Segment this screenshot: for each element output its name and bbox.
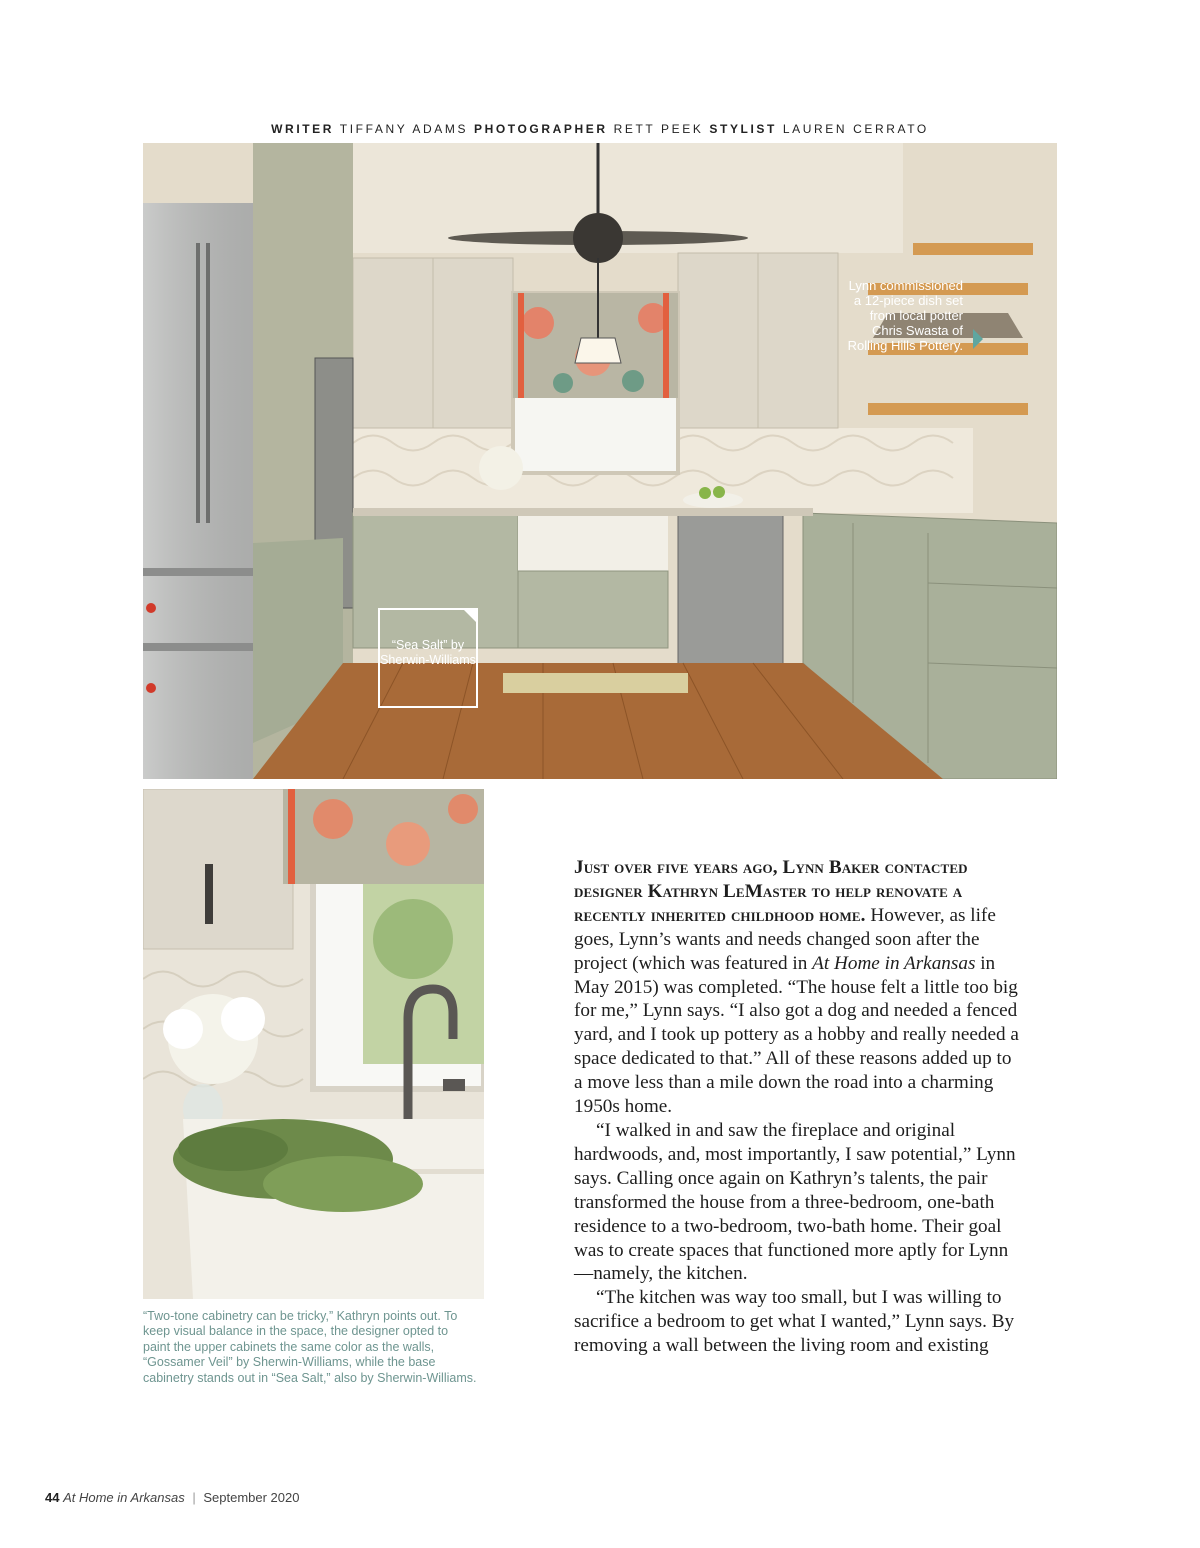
- photo-caption: “Two-tone cabinetry can be tricky,” Kathryn points out. To keep visual balance in the space, the designer opted to paint the upper cabinets the same color as the walls, “Gossamer Veil” by Sherwin-Williams, while the base cabinetry stands out in “Sea Salt,” also by Sherwin-Williams.: [143, 1309, 477, 1385]
- page-footer: [45, 1490, 299, 1505]
- article-p1-text-a: However, as life goes, Lynn’s wants and needs changed soon after the project (which was featured in: [574, 904, 996, 974]
- stylist-name: LAUREN CERRATO: [782, 122, 929, 136]
- paint-swatch-label: “Sea Salt” by Sherwin-Williams: [380, 638, 476, 667]
- footer-separator: |: [192, 1490, 196, 1505]
- kitchen-illustration: [143, 143, 1057, 779]
- article-paragraph-1: [574, 856, 1020, 1119]
- paint-swatch-callout: [378, 608, 478, 708]
- article-paragraph-2: “I walked in and saw the fireplace and original hardwoods, and, most importantly, I saw potential,” Lynn says. Calling once again on Kathryn’s talents, the pair transformed the house from a three-bedroom, one-bath residence to a two-bedroom, two-bath home. Their goal was to create spaces that functioned more aptly for Lynn—namely, the kitchen.: [574, 1119, 1016, 1285]
- issue-date: September 2020: [203, 1490, 300, 1505]
- photographer-name: RETT PEEK: [613, 122, 704, 136]
- magazine-title-mention: At Home in Arkansas: [812, 952, 976, 974]
- stylist-label: STYLIST: [709, 122, 777, 136]
- kitchen-photo: [143, 143, 1057, 779]
- sink-photo: [143, 789, 484, 1299]
- sink-illustration: [143, 789, 484, 1299]
- dish-set-callout: Lynn commissioned a 12-piece dish set from local potter Chris Swasta of Rolling Hills Pottery.: [847, 278, 963, 353]
- credits-line: [143, 122, 1057, 136]
- photographer-label: PHOTOGRAPHER: [473, 122, 608, 136]
- magazine-name: At Home in Arkansas: [63, 1490, 185, 1505]
- article-paragraph-3: “The kitchen was way too small, but I was willing to sacrifice a bedroom to get what I wanted,” Lynn says. By removing a wall between the living room and existing: [574, 1287, 1015, 1357]
- article-p1-text-b: in May 2015) was completed. “The house felt a little too big for me,” Lynn says. “I also got a dog and needed a fenced yard, and I took up pottery as a hobby and really needed a space dedicated to that.” All of these reasons added up to a move less than a mile down the road into a charming 1950s home.: [574, 952, 1019, 1118]
- folded-corner-icon: [462, 608, 478, 624]
- callout-arrow-icon: [973, 329, 983, 349]
- writer-label: WRITER: [271, 122, 335, 136]
- article-lead-in: Just over five years ago, Lynn Baker contacted designer Kathryn LeMaster to help renovate a recently inherited childhood home.: [574, 857, 968, 926]
- writer-name: TIFFANY ADAMS: [339, 122, 469, 136]
- page-number: 44: [45, 1490, 60, 1505]
- article-body: [574, 856, 1020, 1358]
